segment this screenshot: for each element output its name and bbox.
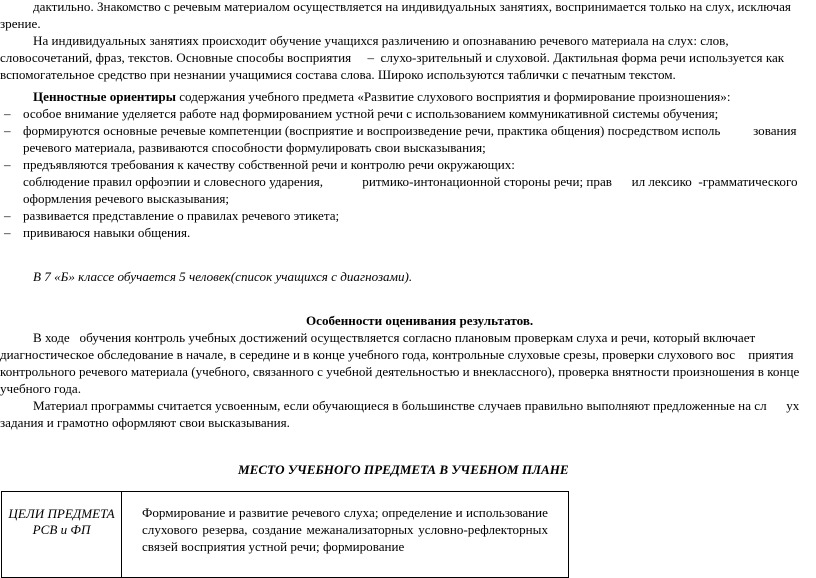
goals-label-line-1: ЦЕЛИ ПРЕДМЕТА [8,506,115,521]
table-row [2,492,569,578]
values-lead-bold: Ценностные ориентиры [33,89,176,104]
goals-label-line-2: РСВ и ФП [32,522,91,537]
assessment-line: В ходе обучения контроль учебных достижений осуществляется согласно плановым проверкам слуха и речи, который включает [33,330,756,345]
goals-table [1,491,569,578]
values-lead-rest: содержания учебного предмета «Развитие слухового восприятия и формирование произношения»: [175,89,731,104]
assessment-line: учебного года. [0,381,81,396]
assessment-line: задания и грамотно оформляют свои высказывания. [0,415,290,430]
bullet-dash: – [4,157,11,172]
assessment-line: диагностическое обследование в начале, в середине и в конце учебного года, контрольные слуховые срезы, проверки слухового вос приятия [0,347,794,362]
intro-para2-line-1: На индивидуальных занятиях происходит обучение учащихся различению и опознаванию речевого материала на слух: слов, [33,33,729,48]
bullet-dash: – [4,225,11,240]
values-item-cont: соблюдение правил орфоэпии и словесного ударения, ритмико-интонационной стороны речи; прав ил лексико -грамматического [23,174,798,189]
values-item: особое внимание уделяется работе над формированием устной речи с использованием коммуникативной системы обучения; [23,106,719,121]
values-item: прививаюся навыки общения. [23,225,191,240]
values-item-cont: речевого материала, развиваются способности формулировать свои высказывания; [23,140,486,155]
values-item: предъявляются требования к качеству собственной речи и контролю речи окружающих: [23,157,515,172]
place-heading: МЕСТО УЧЕБНОГО ПРЕДМЕТА В УЧЕБНОМ ПЛАНЕ [238,462,569,477]
intro-para2-line-3: вспомогательное средство при незнании учащимися состава слова. Широко используются таблички с печатным текстом. [0,67,676,82]
bullet-dash: – [4,208,11,223]
bullet-dash: – [4,123,11,138]
goals-text-cell: Формирование и развитие речевого слуха; определение и использование слухового резерва, создание межанализаторных условно-рефлекторных связей восприятия устной речи; формирование [122,492,569,578]
assessment-line: Материал программы считается усвоенным, если обучающиеся в большинстве случаев правильно выполняют предложенные на сл ух [33,398,800,413]
assessment-line: контрольного речевого материала (учебного, связанного с учебной деятельностью и внеклассного), проверка внятности произношения в конце [0,364,800,379]
goals-label-cell [2,492,122,578]
class-note: В 7 «Б» классе обучается 5 человек(список учащихся с диагнозами). [33,269,413,284]
assessment-heading: Особенности оценивания результатов. [306,313,534,328]
intro-line-2: зрение. [0,16,41,31]
values-item: развивается представление о правилах речевого этикета; [23,208,340,223]
values-item: формируются основные речевые компетенции (восприятие и воспроизведение речи, практика общения) посредством исполь зования [23,123,797,138]
values-item-cont: оформления речевого высказывания; [23,191,230,206]
bullet-dash: – [4,106,11,121]
intro-line-1: дактильно. Знакомство с речевым материалом осуществляется на индивидуальных занятиях, воспринимается только на слух, исключая [33,0,791,14]
intro-para2-line-2: словосочетаний, фраз, текстов. Основные способы восприятия – слухо-зрительный и слуховой. Дактильная форма речи используется как [0,50,785,65]
values-lead [33,88,730,105]
